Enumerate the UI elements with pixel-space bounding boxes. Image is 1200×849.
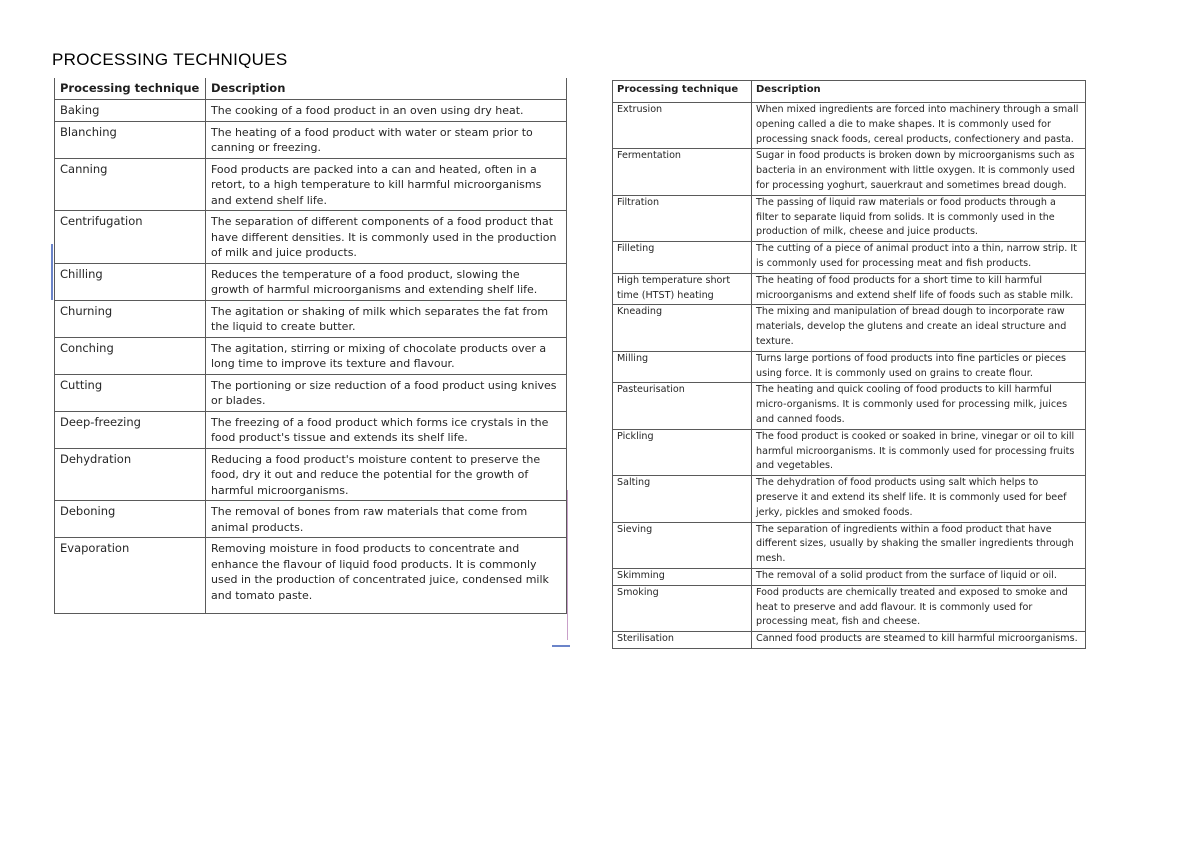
processing-table-right xyxy=(612,80,1086,649)
description-cell: When mixed ingredients are forced into machinery through a small opening called a die to make shapes. It is commonly used for processing snack foods, cereal products, confectionery and pasta. xyxy=(752,103,1086,149)
description-cell: The dehydration of food products using salt which helps to preserve it and extend its shelf life. It is commonly used for beef jerky, pickles and smoked foods. xyxy=(752,476,1086,522)
description-cell: The heating of food products for a short time to kill harmful microorganisms and extend shelf life of foods such as stable milk. xyxy=(752,273,1086,305)
technique-cell: Fermentation xyxy=(613,149,752,195)
page-title: PROCESSING TECHNIQUES xyxy=(52,50,288,69)
technique-cell: Sieving xyxy=(613,522,752,568)
description-cell: Sugar in food products is broken down by microorganisms such as bacteria in an environment with little oxygen. It is commonly used for processing yoghurt, sauerkraut and sometimes bread dough. xyxy=(752,149,1086,195)
table-row xyxy=(613,383,1086,429)
description-cell: The mixing and manipulation of bread dough to incorporate raw materials, develop the glutens and create an ideal structure and texture. xyxy=(752,305,1086,351)
table-row xyxy=(55,501,567,538)
technique-cell: Chilling xyxy=(55,263,206,300)
description-cell: The food product is cooked or soaked in brine, vinegar or oil to kill harmful microorganisms. It is commonly used for processing fruits and vegetables. xyxy=(752,429,1086,475)
table-header-row xyxy=(55,78,567,100)
technique-cell: Centrifugation xyxy=(55,211,206,264)
scan-accent-line xyxy=(552,645,570,647)
table-row xyxy=(55,337,567,374)
description-cell: The removal of bones from raw materials that come from animal products. xyxy=(206,501,567,538)
technique-cell: Blanching xyxy=(55,121,206,158)
technique-cell: Smoking xyxy=(613,585,752,631)
table-row xyxy=(55,374,567,411)
table-row xyxy=(55,100,567,122)
technique-cell: Deep-freezing xyxy=(55,411,206,448)
column-header-description: Description xyxy=(752,81,1086,103)
description-cell: The separation of ingredients within a food product that have different sizes, usually by shaking the smaller ingredients through mesh. xyxy=(752,522,1086,568)
description-cell: The agitation or shaking of milk which separates the fat from the liquid to create butter. xyxy=(206,300,567,337)
description-cell: The cutting of a piece of animal product into a thin, narrow strip. It is commonly used for processing meat and fish products. xyxy=(752,242,1086,274)
table-row xyxy=(55,211,567,264)
table-row xyxy=(55,300,567,337)
technique-cell: Pasteurisation xyxy=(613,383,752,429)
table-row xyxy=(613,522,1086,568)
table-row xyxy=(55,448,567,501)
description-cell: Reducing a food product's moisture content to preserve the food, dry it out and reduce the potential for the growth of harmful microorganisms. xyxy=(206,448,567,501)
table-row xyxy=(613,149,1086,195)
table-row xyxy=(613,103,1086,149)
technique-cell: Churning xyxy=(55,300,206,337)
technique-cell: Evaporation xyxy=(55,538,206,614)
scan-accent-line xyxy=(567,490,568,640)
column-header-description: Description xyxy=(206,78,567,100)
table-row xyxy=(613,632,1086,649)
technique-cell: Dehydration xyxy=(55,448,206,501)
description-cell: Removing moisture in food products to concentrate and enhance the flavour of liquid food products. It is commonly used in the production of concentrated juice, condensed milk and tomato paste. xyxy=(206,538,567,614)
table-row xyxy=(55,263,567,300)
table-row xyxy=(613,585,1086,631)
table-row xyxy=(613,476,1086,522)
description-cell: The agitation, stirring or mixing of chocolate products over a long time to improve its texture and flavour. xyxy=(206,337,567,374)
description-cell: Turns large portions of food products into fine particles or pieces using force. It is commonly used on grains to create flour. xyxy=(752,351,1086,383)
table-row xyxy=(55,411,567,448)
description-cell: Food products are packed into a can and heated, often in a retort, to a high temperature to kill harmful microorganisms and extend shelf life. xyxy=(206,158,567,211)
technique-cell: Cutting xyxy=(55,374,206,411)
column-header-technique: Processing technique xyxy=(55,78,206,100)
description-cell: The heating of a food product with water or steam prior to canning or freezing. xyxy=(206,121,567,158)
technique-cell: Baking xyxy=(55,100,206,122)
table-row xyxy=(613,429,1086,475)
description-cell: The freezing of a food product which forms ice crystals in the food product's tissue and extends its shelf life. xyxy=(206,411,567,448)
technique-cell: Filtration xyxy=(613,195,752,241)
table-row xyxy=(613,273,1086,305)
description-cell: Reduces the temperature of a food product, slowing the growth of harmful microorganisms and extending shelf life. xyxy=(206,263,567,300)
description-cell: The removal of a solid product from the surface of liquid or oil. xyxy=(752,568,1086,585)
description-cell: The separation of different components of a food product that have different densities. It is commonly used in the production of milk and juice products. xyxy=(206,211,567,264)
table-row xyxy=(613,195,1086,241)
table-row xyxy=(613,305,1086,351)
technique-cell: Salting xyxy=(613,476,752,522)
technique-cell: Conching xyxy=(55,337,206,374)
technique-cell: High temperature short time (HTST) heating xyxy=(613,273,752,305)
table-row xyxy=(55,121,567,158)
table-row xyxy=(55,158,567,211)
description-cell: The heating and quick cooling of food products to kill harmful micro-organisms. It is commonly used for processing milk, juices and canned foods. xyxy=(752,383,1086,429)
processing-table-left xyxy=(54,78,567,614)
table-row xyxy=(613,242,1086,274)
column-header-technique: Processing technique xyxy=(613,81,752,103)
description-cell: The cooking of a food product in an oven using dry heat. xyxy=(206,100,567,122)
table-row xyxy=(55,538,567,614)
scan-accent-line xyxy=(51,244,53,300)
table-row xyxy=(613,568,1086,585)
technique-cell: Deboning xyxy=(55,501,206,538)
technique-cell: Canning xyxy=(55,158,206,211)
technique-cell: Milling xyxy=(613,351,752,383)
technique-cell: Filleting xyxy=(613,242,752,274)
description-cell: Food products are chemically treated and exposed to smoke and heat to preserve and add flavour. It is commonly used for processing meat, fish and cheese. xyxy=(752,585,1086,631)
technique-cell: Pickling xyxy=(613,429,752,475)
technique-cell: Skimming xyxy=(613,568,752,585)
technique-cell: Kneading xyxy=(613,305,752,351)
description-cell: The portioning or size reduction of a food product using knives or blades. xyxy=(206,374,567,411)
description-cell: The passing of liquid raw materials or food products through a filter to separate liquid from solids. It is commonly used in the production of milk, cheese and juice products. xyxy=(752,195,1086,241)
technique-cell: Sterilisation xyxy=(613,632,752,649)
table-row xyxy=(613,351,1086,383)
description-cell: Canned food products are steamed to kill harmful microorganisms. xyxy=(752,632,1086,649)
table-header-row xyxy=(613,81,1086,103)
technique-cell: Extrusion xyxy=(613,103,752,149)
